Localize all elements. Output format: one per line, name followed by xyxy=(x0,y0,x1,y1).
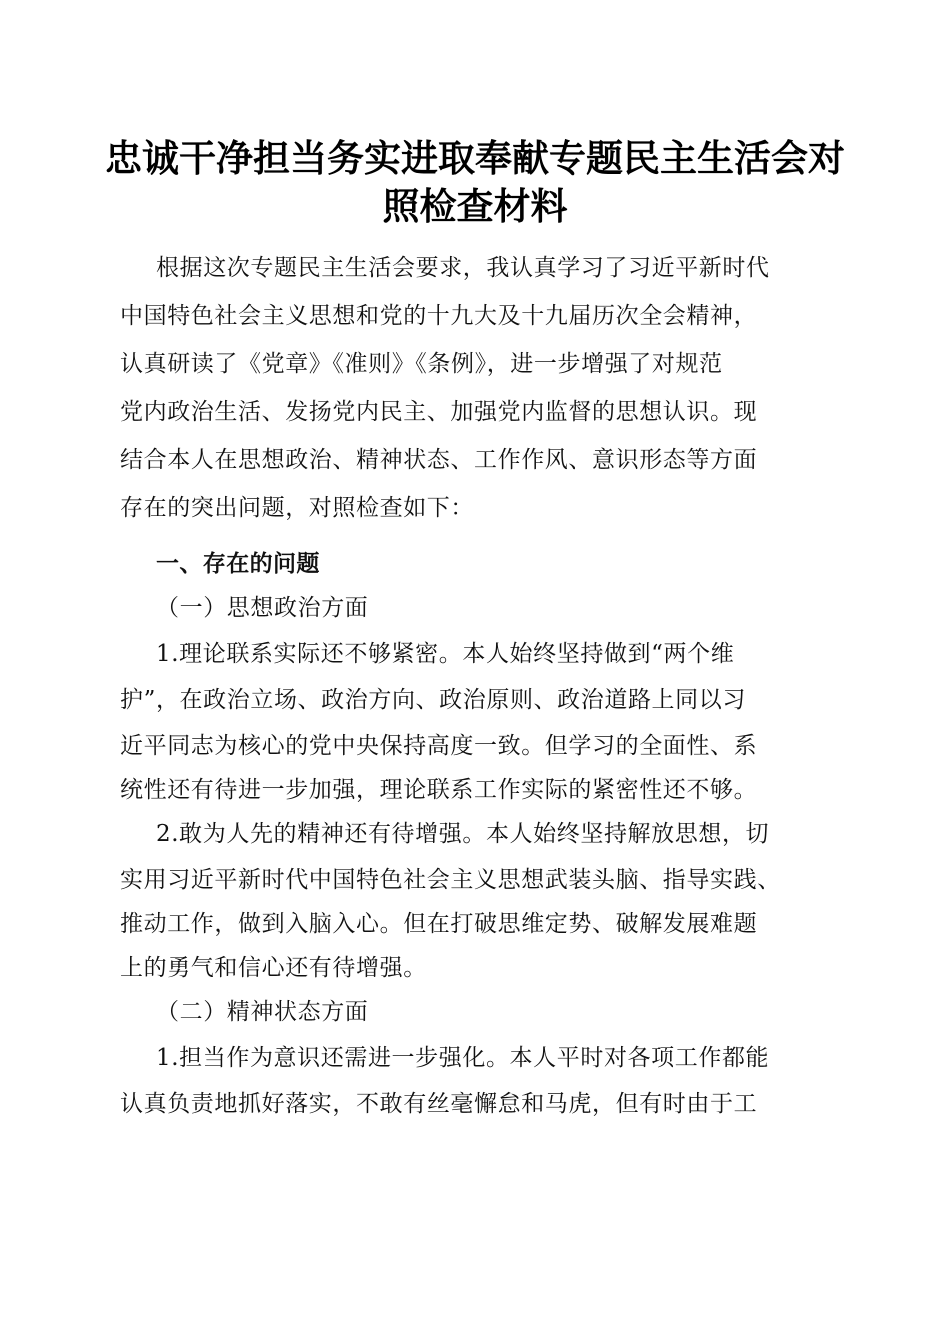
paragraph-intro-line: 认真研读了《党章》《准则》《条例》，进一步增强了对规范 xyxy=(120,351,723,377)
paragraph-item-line: 实用习近平新时代中国特色社会主义思想武装头脑、指导实践、 xyxy=(120,867,781,893)
paragraph-item-line: 1.担当作为意识还需进一步强化。本人平时对各项工作都能 xyxy=(156,1045,770,1071)
paragraph-item-line: 认真负责地抓好落实，不敢有丝毫懈怠和马虎，但有时由于工 xyxy=(120,1091,758,1117)
section-heading-problems: 一、存在的问题 xyxy=(156,551,320,577)
paragraph-intro-line: 存在的突出问题，对照检查如下： xyxy=(120,495,474,521)
paragraph-item-line: 1.理论联系实际还不够紧密。本人始终坚持做到“两个维 xyxy=(156,641,735,667)
paragraph-item-line: 推动工作，做到入脑入心。但在打破思维定势、破解发展难题 xyxy=(120,911,758,937)
subsection-heading-ideology: （一）思想政治方面 xyxy=(156,595,369,621)
subsection-heading-spirit: （二）精神状态方面 xyxy=(156,999,369,1025)
paragraph-item-line: 近平同志为核心的党中央保持高度一致。但学习的全面性、系 xyxy=(120,733,758,759)
paragraph-item-line: 护”，在政治立场、政治方向、政治原则、政治道路上同以习 xyxy=(120,687,746,713)
paragraph-intro-line: 根据这次专题民主生活会要求，我认真学习了习近平新时代 xyxy=(156,255,770,281)
paragraph-intro-line: 中国特色社会主义思想和党的十九大及十九届历次全会精神， xyxy=(120,303,758,329)
document-title-line-2: 照检查材料 xyxy=(382,184,568,228)
paragraph-intro-line: 党内政治生活、发扬党内民主、加强党内监督的思想认识。现 xyxy=(120,399,758,425)
paragraph-item-line: 上的勇气和信心还有待增强。 xyxy=(120,955,427,981)
paragraph-item-line: 统性还有待进一步加强，理论联系工作实际的紧密性还不够。 xyxy=(120,777,758,803)
paragraph-intro-line: 结合本人在思想政治、精神状态、工作作风、意识形态等方面 xyxy=(120,447,758,473)
document-title-line-1: 忠诚干净担当务实进取奉献专题民主生活会对 xyxy=(105,136,845,180)
paragraph-item-line: 2.敢为人先的精神还有待增强。本人始终坚持解放思想，切 xyxy=(156,821,770,847)
